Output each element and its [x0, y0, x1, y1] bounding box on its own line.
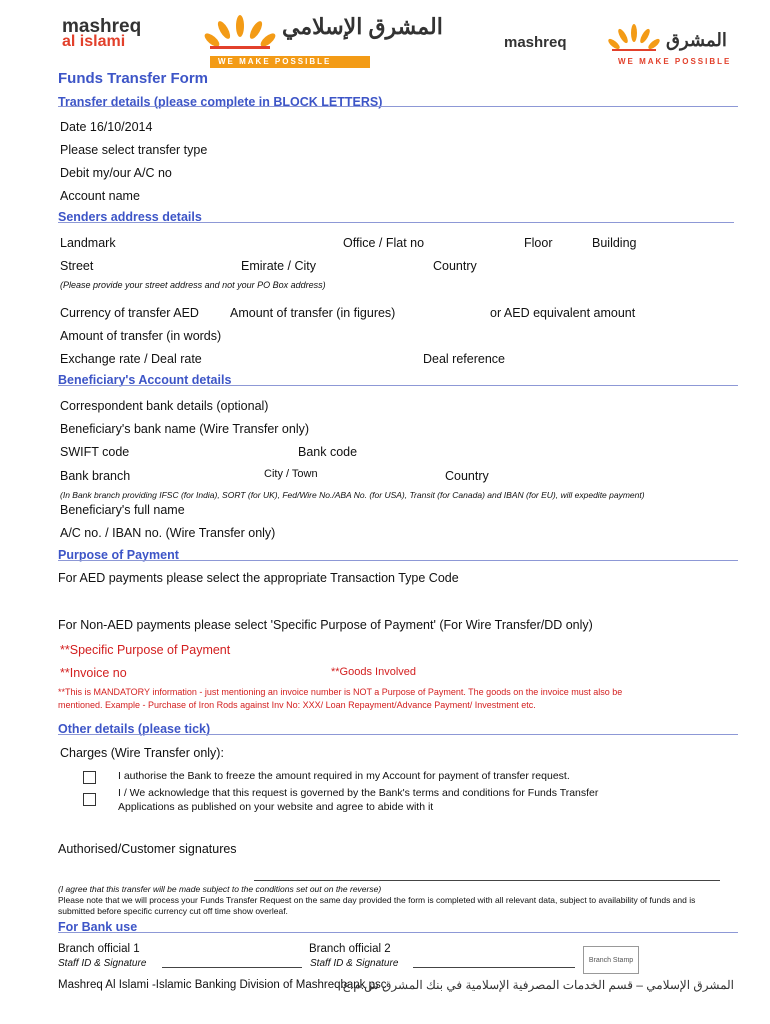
logo-line1: mashreq [62, 16, 142, 37]
agree-note: (I agree that this transfer will be made subject to the conditions set out on the reverse) [58, 884, 382, 894]
amount-words-field[interactable]: Amount of transfer (in words) [60, 329, 222, 343]
logo-line2: al islami [62, 33, 126, 50]
specific-purpose-field[interactable]: **Specific Purpose of Payment [60, 643, 231, 657]
branch-stamp-box: Branch Stamp [583, 946, 639, 974]
section-other-details: Other details (please tick) [58, 722, 211, 736]
official1-signature-line[interactable] [162, 967, 302, 968]
bank-branch-field[interactable]: Bank branch [60, 469, 131, 483]
staff2-label: Staff ID & Signature [310, 958, 399, 969]
non-aed-text: For Non-AED payments please select 'Specific Purpose of Payment' (For Wire Transfer/DD only) [58, 618, 593, 632]
process-note-1: Please note that we will process your Funds Transfer Request on the same day provided the form is completed with all relevant data, subject to availability of funds and is [58, 895, 696, 905]
mandatory-note-1: **This is MANDATORY information - just mentioning an invoice number is NOT a Purpose of Payment. The goods on the invoice must also be [58, 687, 623, 697]
exchange-rate-field[interactable]: Exchange rate / Deal rate [60, 352, 202, 366]
official2-label: Branch official 2 [309, 943, 391, 955]
sunburst-icon [200, 10, 280, 52]
goods-field[interactable]: **Goods Involved [331, 666, 416, 678]
section-senders-address: Senders address details [58, 210, 202, 224]
form-title: Funds Transfer Form [58, 70, 209, 87]
country-field[interactable]: Country [433, 259, 477, 273]
currency-field[interactable]: Currency of transfer AED [60, 306, 199, 320]
section-beneficiary: Beneficiary's Account details [58, 373, 232, 387]
invoice-field[interactable]: **Invoice no [60, 666, 127, 680]
building-field[interactable]: Building [592, 236, 637, 250]
logo-arabic: المشرق [666, 30, 727, 50]
acknowledge-text-1: I / We acknowledge that this request is governed by the Bank's terms and conditions for Funds Transfer [118, 787, 599, 799]
sunburst-icon [604, 20, 664, 54]
deal-reference-field[interactable]: Deal reference [423, 352, 505, 366]
debit-ac-field[interactable]: Debit my/our A/C no [60, 166, 172, 180]
account-name-field[interactable]: Account name [60, 189, 140, 203]
official2-signature-line[interactable] [413, 967, 575, 968]
emirate-city-field[interactable]: Emirate / City [241, 259, 317, 273]
section-transfer-details: Transfer details (please complete in BLOCK LETTERS) [58, 95, 383, 109]
address-note: (Please provide your street address and not your PO Box address) [60, 280, 326, 290]
acknowledge-text-2: Applications as published on your website and agree to abide with it [118, 801, 434, 813]
authorise-text: I authorise the Bank to freeze the amount required in my Account for payment of transfer request. [118, 770, 570, 782]
section-bank-use: For Bank use [58, 920, 138, 934]
city-town-field[interactable]: City / Town [264, 468, 318, 480]
staff1-label: Staff ID & Signature [58, 958, 147, 969]
street-field[interactable]: Street [60, 259, 94, 273]
section-purpose: Purpose of Payment [58, 548, 179, 562]
signature-line[interactable] [254, 880, 720, 881]
footer-english: Mashreq Al Islami -Islamic Banking Division of Mashreqbank psc [58, 979, 387, 991]
iban-field[interactable]: A/C no. / IBAN no. (Wire Transfer only) [60, 526, 276, 540]
bank-code-field[interactable]: Bank code [298, 445, 358, 459]
transfer-type-field[interactable]: Please select transfer type [60, 143, 208, 157]
country-field[interactable]: Country [445, 469, 489, 483]
logo-arabic: المشرق الإسلامي [282, 14, 443, 39]
logo-name: mashreq [504, 34, 567, 51]
swift-field[interactable]: SWIFT code [60, 445, 130, 459]
date-field[interactable]: Date 16/10/2014 [60, 120, 153, 134]
aed-equivalent-field[interactable]: or AED equivalent amount [490, 306, 636, 320]
mandatory-note-2: mentioned. Example - Purchase of Iron Rods against Inv No: XXX/ Loan Repayment/Advance Payment/ Investment etc. [58, 700, 536, 710]
process-note-2: submitted before specific currency cut off time show overleaf. [58, 906, 288, 916]
logo-tagline: WE MAKE POSSIBLE [618, 57, 732, 66]
office-flat-field[interactable]: Office / Flat no [343, 236, 425, 250]
charges-label: Charges (Wire Transfer only): [60, 746, 224, 760]
floor-field[interactable]: Floor [524, 236, 553, 250]
amount-figures-field[interactable]: Amount of transfer (in figures) [230, 306, 396, 320]
landmark-field[interactable]: Landmark [60, 236, 116, 250]
correspondent-field[interactable]: Correspondent bank details (optional) [60, 399, 269, 413]
signatures-label: Authorised/Customer signatures [58, 842, 237, 856]
aed-payments-text: For AED payments please select the appropriate Transaction Type Code [58, 571, 459, 585]
bank-name-field[interactable]: Beneficiary's bank name (Wire Transfer only) [60, 422, 310, 436]
acknowledge-checkbox[interactable] [83, 793, 96, 806]
branch-note: (In Bank branch providing IFSC (for India), SORT (for UK), Fed/Wire No./ABA No. (for USA), Transit (for Canada) and IBAN (for EU), will expedite payment) [60, 490, 645, 500]
full-name-field[interactable]: Beneficiary's full name [60, 503, 185, 517]
logo-tagline: WE MAKE POSSIBLE [218, 57, 332, 66]
footer-arabic: المشرق الإسلامي – قسم الخدمات المصرفية الإسلامية في بنك المشرق ش.م.ع [342, 978, 734, 992]
official1-label: Branch official 1 [58, 943, 140, 955]
authorise-checkbox[interactable] [83, 771, 96, 784]
